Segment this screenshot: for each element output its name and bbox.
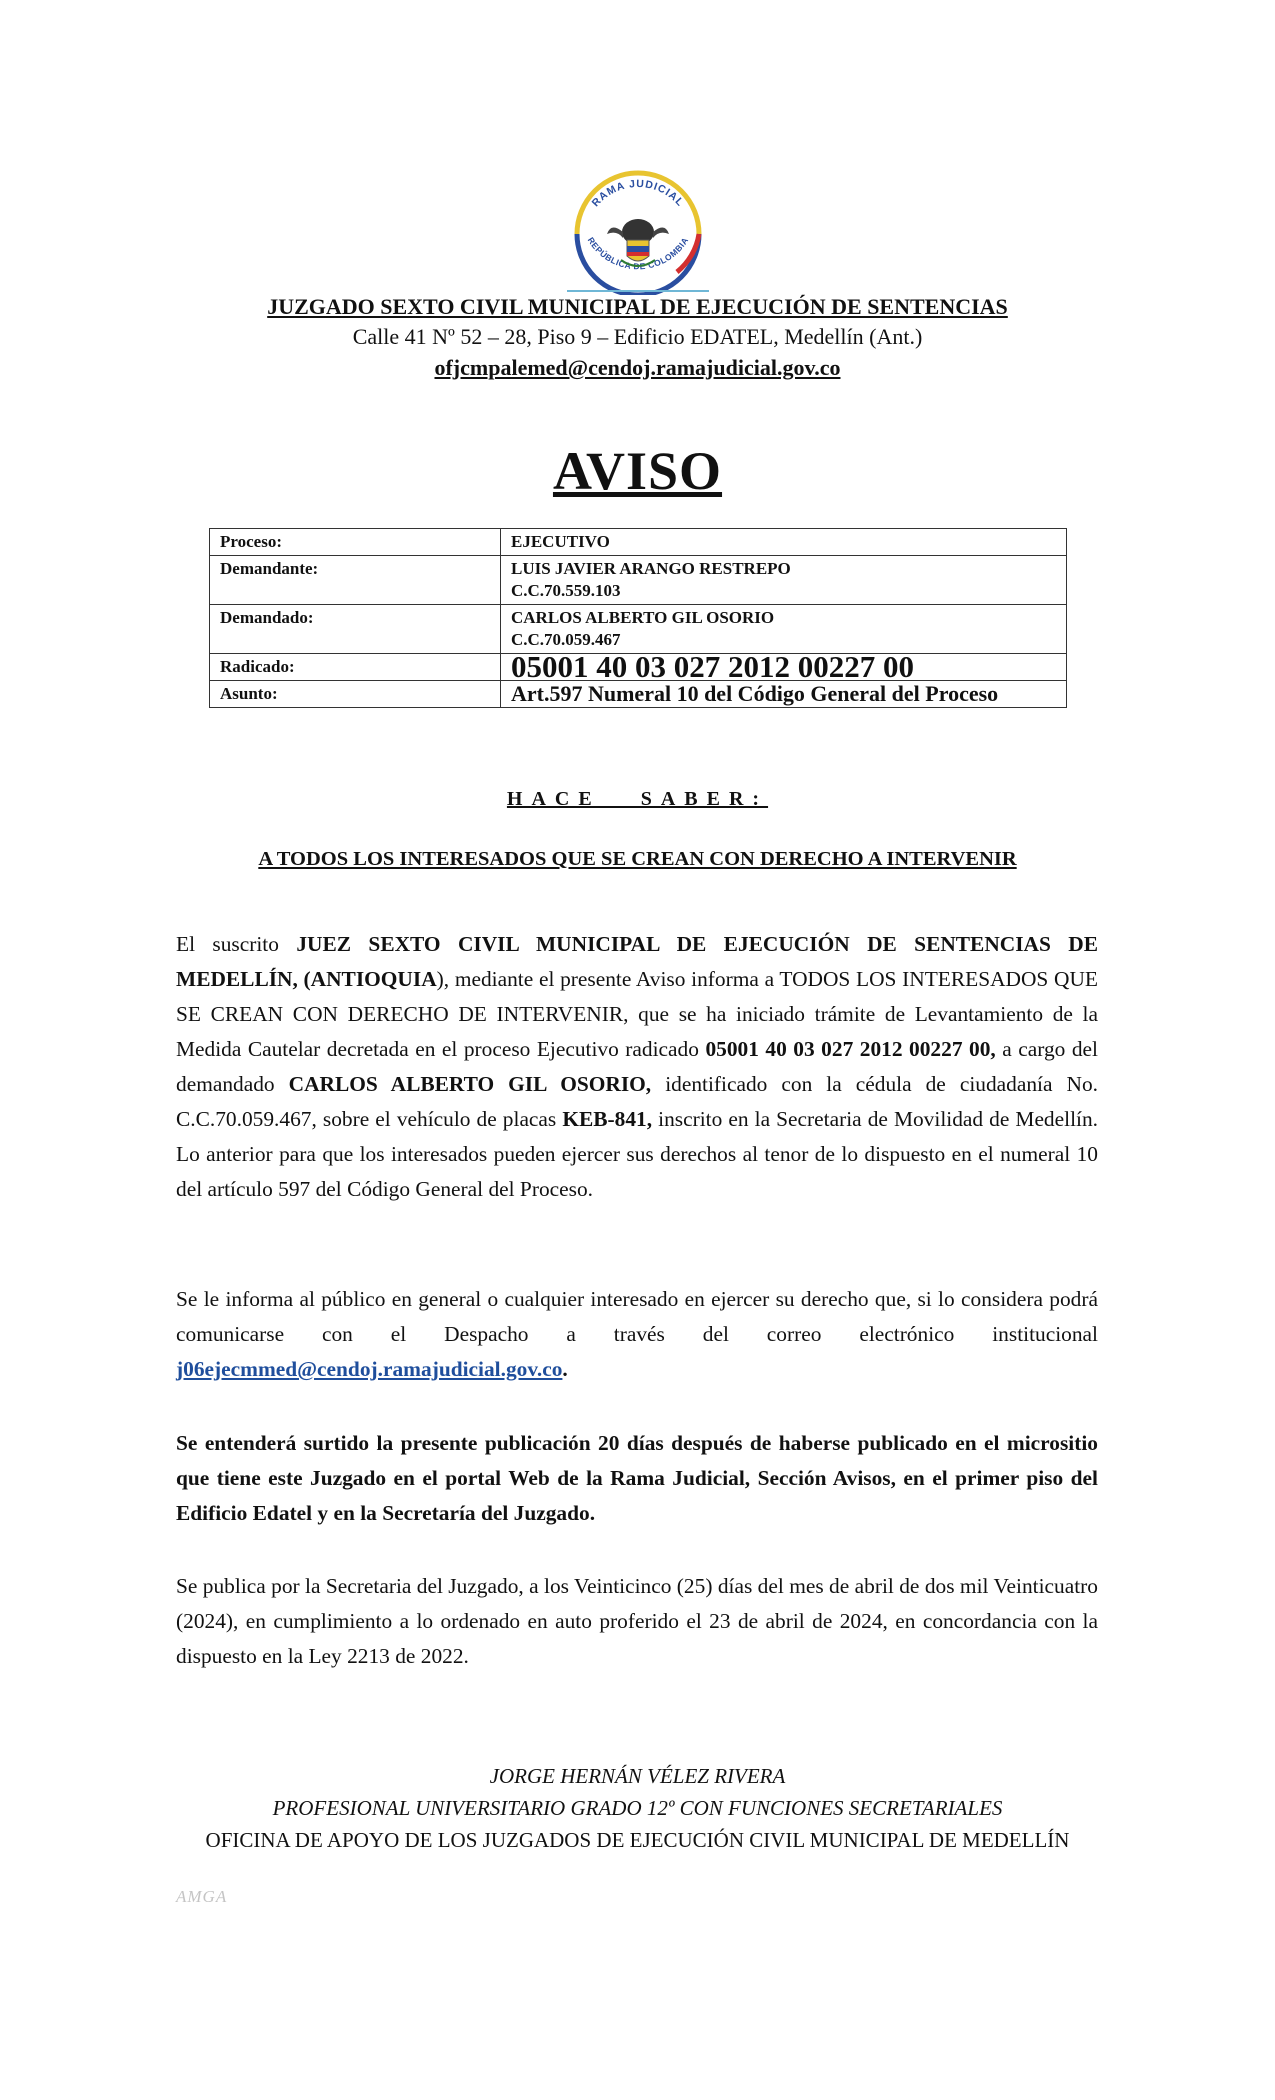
- signer-role: PROFESIONAL UNIVERSITARIO GRADO 12º CON FUNCIONES SECRETARIALES: [272, 1796, 1003, 1820]
- p1-radicado: 05001 40 03 027 2012 00227 00,: [705, 1037, 996, 1061]
- p2-text: Se le informa al público en general o cualquier interesado en ejercer su derecho que, si lo considera podrá comunicarse con el Despacho a través del correo electrónico institucional: [176, 1287, 1098, 1346]
- demandado-value: [501, 605, 1067, 654]
- notice-paragraph-2: [176, 1282, 1098, 1387]
- judge-title: JUEZ SEXTO CIVIL MUNICIPAL DE EJECUCIÓN DE SENTENCIAS DE MEDELLÍN, (ANTIOQUIA: [176, 932, 1098, 991]
- radicado-value: 05001 40 03 027 2012 00227 00: [501, 654, 1067, 681]
- p2-end: .: [562, 1357, 568, 1381]
- document-title: AVISO: [552, 441, 723, 501]
- demandado-name: CARLOS ALBERTO GIL OSORIO: [511, 608, 775, 627]
- asunto-label: Asunto:: [210, 681, 501, 708]
- table-row-demandante: [210, 556, 1067, 605]
- rama-judicial-seal: [563, 160, 713, 295]
- p1-text-1: El suscrito: [176, 932, 297, 956]
- demandado-id: C.C.70.059.467: [511, 630, 621, 649]
- signer-office: OFICINA DE APOYO DE LOS JUZGADOS DE EJECUCIÓN CIVIL MUNICIPAL DE MEDELLÍN: [205, 1828, 1070, 1852]
- p1-text-3: a cargo del demandado: [176, 1037, 1098, 1096]
- p1-defendant: CARLOS ALBERTO GIL OSORIO,: [288, 1072, 652, 1096]
- svg-text:REPÚBLICA DE COLOMBIA: REPÚBLICA DE COLOMBIA: [585, 235, 691, 272]
- svg-text:RAMA JUDICIAL: RAMA JUDICIAL: [589, 177, 687, 210]
- institutional-email-link[interactable]: j06ejecmmed@cendoj.ramajudicial.gov.co: [176, 1357, 563, 1381]
- notice-paragraph-4: Se publica por la Secretaria del Juzgado, a los Veinticinco (25) días del mes de abril de dos mil Veinticuatro (2024), en cumplimiento a lo ordenado en auto proferido el 23 de abril de 2024, en concordancia con la dispuesto en la Ley 2213 de 2022.: [176, 1574, 1098, 1668]
- p1-text-2: ), mediante el presente Aviso informa a TODOS LOS INTERESADOS QUE SE CREAN CON DERECHO DE INTERVENIR, que se ha iniciado trámite de Levantamiento de la Medida Cautelar decretada en el proceso Ejecutivo radicado: [176, 967, 1099, 1061]
- proceso-label: Proceso:: [210, 529, 501, 556]
- asunto-value: Art.597 Numeral 10 del Código General del Proceso: [501, 681, 1067, 708]
- proceso-value: EJECUTIVO: [501, 529, 1067, 556]
- case-info-table: [209, 528, 1067, 708]
- interested-parties-heading: A TODOS LOS INTERESADOS QUE SE CREAN CON DERECHO A INTERVENIR: [258, 848, 1017, 870]
- demandante-label: Demandante:: [210, 556, 501, 605]
- demandante-value: [501, 556, 1067, 605]
- p1-text-4: identificado con la cédula de ciudadanía No. C.C.70.059.467, sobre el vehículo de placas: [176, 1072, 1099, 1131]
- table-row-radicado: [210, 654, 1067, 681]
- table-row-proceso: [210, 529, 1067, 556]
- logo-underline: [567, 290, 709, 292]
- table-row-asunto: [210, 681, 1067, 708]
- p1-text-5: inscrito en la Secretaria de Movilidad de Medellín. Lo anterior para que los interesados pueden ejercer sus derechos al tenor de lo dispuesto en el numeral 10 del artículo 597 del Código General del Proceso.: [176, 1107, 1098, 1201]
- drafter-initials: AMGA: [176, 1887, 228, 1906]
- notice-paragraph-1: [176, 927, 1098, 1207]
- court-name: JUZGADO SEXTO CIVIL MUNICIPAL DE EJECUCIÓN DE SENTENCIAS: [267, 294, 1008, 319]
- hace-saber-heading: HACE SABER:: [506, 788, 769, 810]
- court-email[interactable]: ofjcmpalemed@cendoj.ramajudicial.gov.co: [434, 355, 841, 380]
- court-address: Calle 41 Nº 52 – 28, Piso 9 – Edificio EDATEL, Medellín (Ant.): [352, 324, 923, 349]
- table-row-demandado: [210, 605, 1067, 654]
- signer-name: JORGE HERNÁN VÉLEZ RIVERA: [489, 1764, 786, 1788]
- demandante-name: LUIS JAVIER ARANGO RESTREPO: [511, 559, 791, 578]
- notice-paragraph-3: Se entenderá surtido la presente publicación 20 días después de haberse publicado en el micrositio que tiene este Juzgado en el portal Web de la Rama Judicial, Sección Avisos, en el primer piso del Edificio Edatel y en la Secretaría del Juzgado.: [176, 1431, 1098, 1525]
- radicado-label: Radicado:: [210, 654, 501, 681]
- vehicle-plate: KEB-841,: [562, 1107, 653, 1131]
- demandante-id: C.C.70.559.103: [511, 581, 621, 600]
- demandado-label: Demandado:: [210, 605, 501, 654]
